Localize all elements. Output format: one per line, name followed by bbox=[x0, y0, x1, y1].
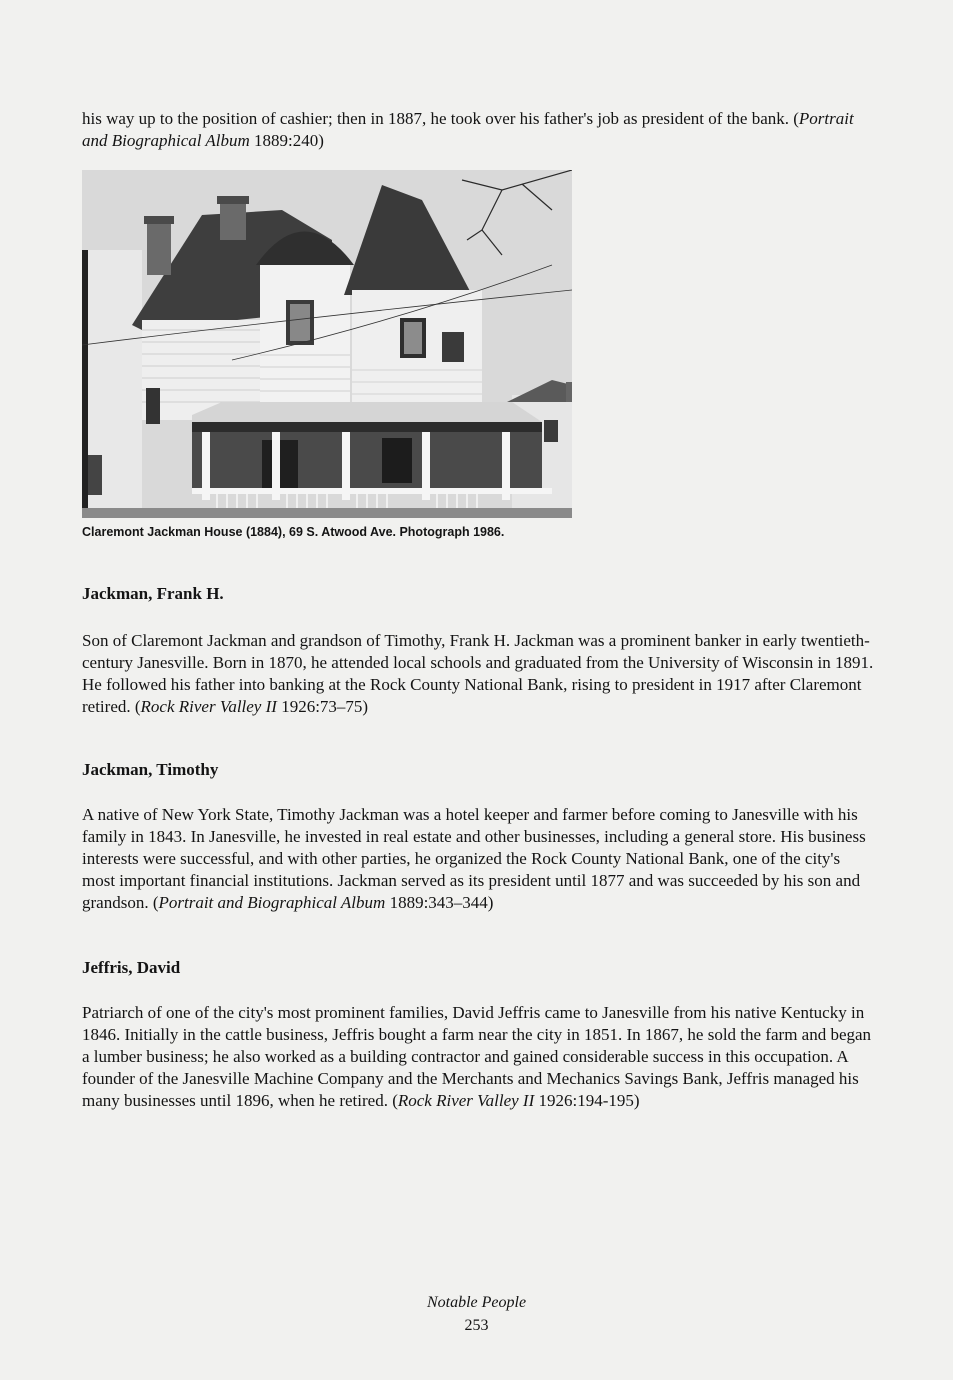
entry-text-jackman-frank: Son of Claremont Jackman and grandson of Timothy, Frank H. Jackman was a prominent banker in early twentieth-century Janesville. Born in 1870, he attended local schools and graduated from the University of Wisconsin in 1891. He followed his father into banking at the Rock County National Bank, rising to president in 1917 after Claremont retired. (Rock River Valley II 1926:73–75) bbox=[82, 631, 874, 716]
intro-paragraph: his way up to the position of cashier; then in 1887, he took over his father's job as president of the bank. (Portrait and Biographical Album 1889:240) bbox=[82, 109, 854, 150]
entry-heading-jackman-frank: Jackman, Frank H. bbox=[82, 584, 224, 603]
citation-title: Portrait and Biographical Album bbox=[158, 893, 386, 912]
citation-title: Rock River Valley II bbox=[397, 1091, 535, 1110]
entry-heading-jeffris-david: Jeffris, David bbox=[82, 958, 181, 977]
house-photograph bbox=[82, 170, 572, 518]
page-number: 253 bbox=[464, 1317, 489, 1334]
citation-title: Portrait and Biographical Album bbox=[82, 109, 854, 150]
footer-section-title: Notable People bbox=[426, 1294, 527, 1311]
photo-caption: Claremont Jackman House (1884), 69 S. Atwood Ave. Photograph 1986. bbox=[82, 525, 505, 539]
entry-text-jeffris-david: Patriarch of one of the city's most prominent families, David Jeffris came to Janesville from his native Kentucky in 1846. Initially in the cattle business, Jeffris bought a farm near the city in 1851. In 1867, he sold the farm and began a lumber business; he also worked as a building contractor and gained considerable success in this occupation. A founder of the Janesville Machine Company and the Merchants and Mechanics Savings Bank, Jeffris managed his many businesses until 1896, when he retired. (Rock River Valley II 1926:194-195) bbox=[82, 1003, 872, 1110]
citation-title: Rock River Valley II bbox=[140, 697, 277, 716]
entry-heading-jackman-timothy: Jackman, Timothy bbox=[82, 760, 219, 779]
entry-text-jackman-timothy: A native of New York State, Timothy Jackman was a hotel keeper and farmer before coming to Janesville with his family in 1843. In Janesville, he invested in real estate and other businesses, including a general store. His business interests were successful, and with other parties, he organized the Rock County National Bank, one of the city's most important financial institutions. Jackman served as its president until 1877 and was succeeded by his son and grandson. (Portrait and Biographical Album 1889:343–344) bbox=[82, 805, 866, 912]
